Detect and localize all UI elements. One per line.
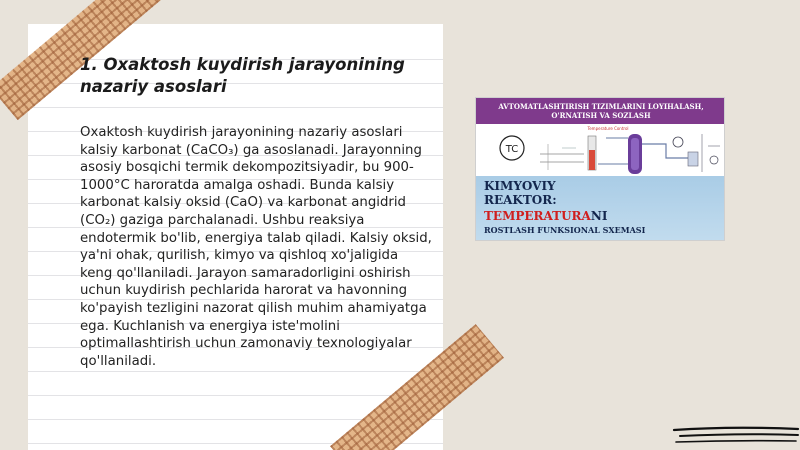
decorative-strokes [672, 420, 800, 450]
figure-caption-line-2: REAKTOR: [484, 193, 557, 207]
figure-caption-line-1-2 [484, 179, 557, 207]
reactor-diagram-graphic [476, 124, 725, 176]
reactor-diagram [476, 124, 725, 176]
figure-caption-dark-suffix: NI [590, 209, 608, 223]
diagram-caption: Temperature Control [587, 126, 629, 131]
figure-header-line-2: O'RNATISH VA SOZLASH [551, 111, 651, 120]
slide-body-paragraph: Oxaktosh kuydirish jarayonining nazariy asoslari kalsiy karbonat (CaCO₃) ga asoslanadi. Jarayonning asosiy bosqichi termik dekompozitsiyadir, bu 900-1000°C haroratda amalga oshadi. Bunda kalsiy karbonat kalsiy oksid (CaO) va karbonat angidrid (CO₂) gaziga parchalanadi. Ushbu reaksiya endotermik bo'lib, energiya talab qiladi. Kalsiy oksid, ya'ni ohak, qurilish, kimyo va qishloq xo'jaligida keng qo'llaniladi. Jarayon samaradorligini oshirish uchun kuydirish pechlarida harorat va havonning ko'payish tezligini nazorat qilish muhim ahamiyatga ega. Kuchlanish va energiya iste'molini optimallashtirish uchun zamonaviy texnologiyalar qo'llaniladi. [80, 125, 432, 369]
tc-label: TC [505, 144, 519, 155]
slide-title: 1. Oxaktosh kuydirish jarayonining nazariy asoslari [80, 55, 405, 96]
thermometer-fill [589, 150, 595, 170]
figure-header-banner [476, 98, 725, 124]
figure-header-line-1: AVTOMATLASHTIRISH TIZIMLARINI LOYIHALASH, [498, 102, 704, 111]
reactor-schematic-image [475, 97, 725, 241]
figure-caption-line-1: KIMYOVIY [484, 179, 556, 193]
figure-caption-red-word: TEMPERATURA [484, 209, 591, 223]
figure-caption-line-4: ROSTLASH FUNKSIONAL SXEMASI [484, 225, 646, 235]
valve-icon [673, 137, 683, 147]
figure-caption-line-3 [484, 209, 607, 223]
